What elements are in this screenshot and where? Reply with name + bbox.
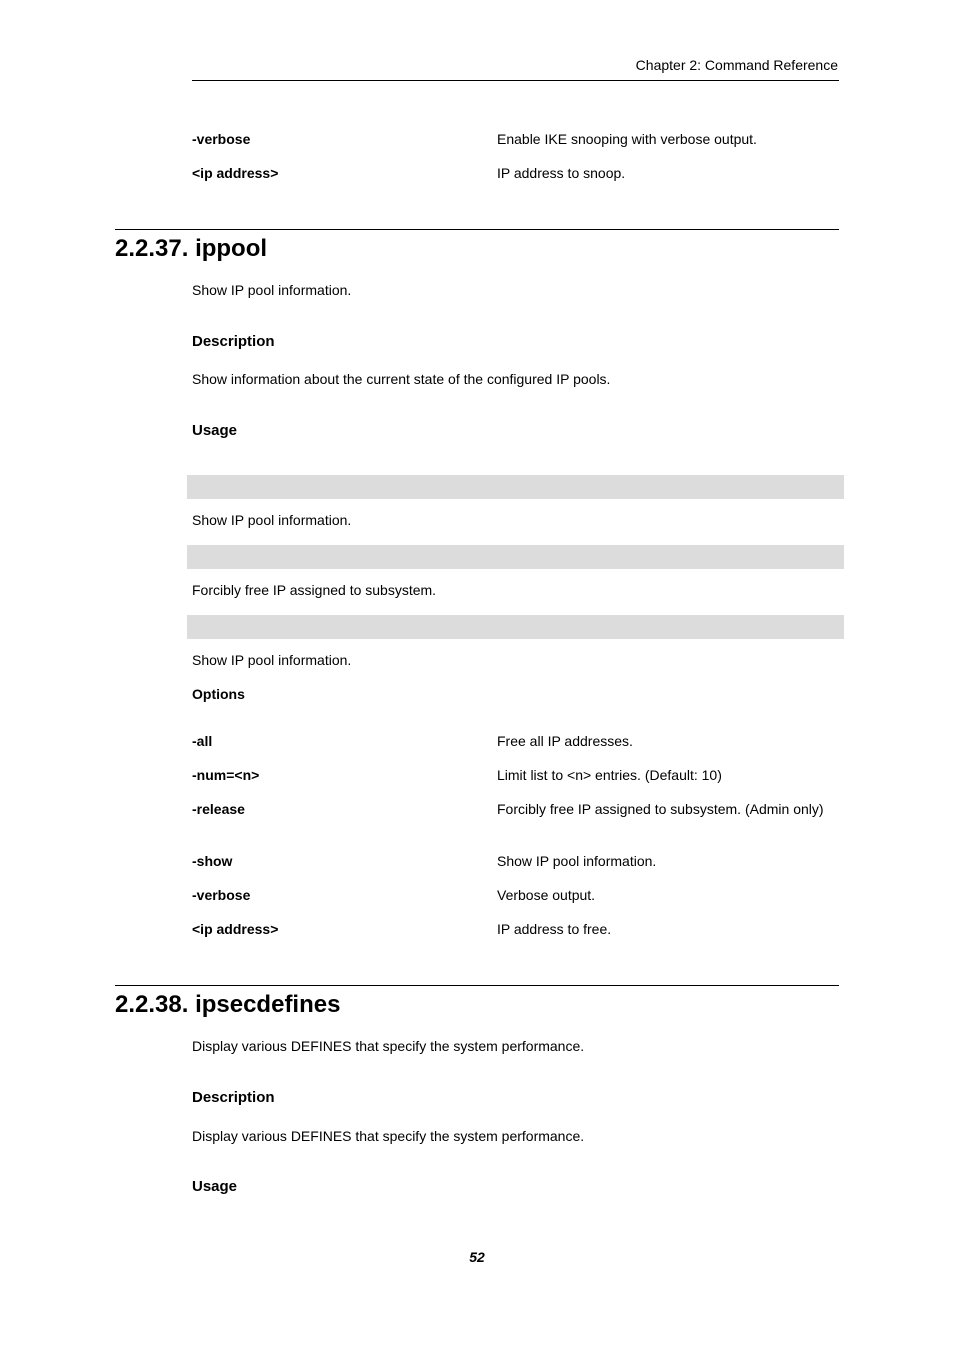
- description-heading: Description: [192, 333, 275, 350]
- section-divider: [115, 985, 839, 986]
- option-name: -release: [192, 801, 245, 817]
- usage-description: Show IP pool information.: [192, 652, 352, 668]
- option-name: -show: [192, 853, 233, 869]
- section-title-ippool: 2.2.37. ippool: [115, 235, 268, 262]
- section-divider: [115, 229, 839, 230]
- description-text: Display various DEFINES that specify the system performance.: [192, 1128, 585, 1144]
- usage-description: Forcibly free IP assigned to subsystem.: [192, 582, 437, 598]
- page-number: 52: [469, 1249, 485, 1265]
- option-description: Verbose output.: [497, 887, 596, 903]
- option-description: Free all IP addresses.: [497, 733, 633, 749]
- running-header: Chapter 2: Command Reference: [635, 57, 838, 73]
- options-heading: Options: [192, 686, 245, 702]
- description-heading: Description: [192, 1089, 275, 1106]
- option-name: -all: [192, 733, 213, 749]
- option-description: Show IP pool information.: [497, 853, 657, 869]
- usage-code-block: [187, 475, 844, 499]
- option-name: -verbose: [192, 131, 251, 147]
- section-summary: Display various DEFINES that specify the system performance.: [192, 1038, 585, 1054]
- option-description: Enable IKE snooping with verbose output.: [497, 131, 757, 147]
- usage-description: Show IP pool information.: [192, 512, 352, 528]
- option-name: -num=<n>: [192, 767, 260, 783]
- option-name: -verbose: [192, 887, 251, 903]
- usage-heading: Usage: [192, 1178, 238, 1195]
- usage-heading: Usage: [192, 422, 238, 439]
- usage-code-block: [187, 545, 844, 569]
- option-name: <ip address>: [192, 165, 279, 181]
- option-description: IP address to free.: [497, 921, 612, 937]
- header-divider: [192, 80, 839, 81]
- description-text: Show information about the current state of the configured IP pools.: [192, 371, 611, 387]
- option-description: IP address to snoop.: [497, 165, 626, 181]
- option-name: <ip address>: [192, 921, 279, 937]
- option-description: Limit list to <n> entries. (Default: 10): [497, 767, 722, 783]
- section-title-ipsecdefines: 2.2.38. ipsecdefines: [115, 991, 341, 1018]
- option-description: Forcibly free IP assigned to subsystem. (Admin only): [497, 801, 824, 817]
- usage-code-block: [187, 615, 844, 639]
- section-summary: Show IP pool information.: [192, 282, 352, 298]
